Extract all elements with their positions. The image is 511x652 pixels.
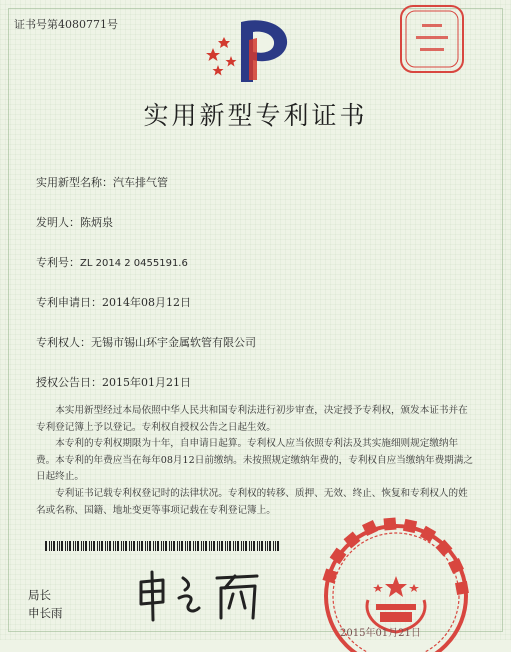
field-value: 无锡市锡山环宇金属软管有限公司	[91, 336, 256, 349]
director-title: 局长	[28, 588, 51, 602]
certificate-title: 实用新型专利证书	[143, 101, 368, 130]
field-label: 授权公告日：	[36, 376, 102, 389]
field-label: 专利权人：	[36, 336, 91, 349]
term-and-fees-paragraph: 本专利的专利权期限为十年，自申请日起算。专利权人应当依照专利法及其实施细则规定缴纳年费。本专利的年费应当在每年08月12日前缴纳。未按照规定缴纳年费的，专利权自应当缴纳年费期满之日起终止。	[36, 438, 473, 482]
field-label: 发明人：	[36, 216, 80, 229]
field-value: 陈炳泉	[80, 216, 113, 229]
agency-corner-stamp	[398, 4, 466, 74]
seal-date: 2015年01月21日	[340, 628, 421, 639]
certificate-number: 证书号第4080771号	[14, 18, 118, 31]
field-label: 实用新型名称：	[36, 176, 113, 189]
legal-status-paragraph: 专利证书记载专利权登记时的法律状况。专利权的转移、质押、无效、终止、恢复和专利权人的姓名或名称、国籍、地址变更等事项记载在专利登记簿上。	[36, 488, 468, 516]
field-value: 汽车排气管	[113, 176, 168, 189]
field-value: 2014年08月12日	[102, 296, 191, 309]
barcode	[45, 541, 280, 551]
patent-office-logo	[205, 10, 297, 86]
field-application-date	[36, 294, 191, 310]
field-label: 专利号：	[36, 256, 80, 269]
director-signature	[133, 568, 265, 628]
grant-statement-paragraph: 本实用新型经过本局依照中华人民共和国专利法进行初步审查，决定授予专利权，颁发本证书并在专利登记簿上予以登记。专利权自授权公告之日起生效。	[36, 405, 468, 433]
field-patent-number	[36, 254, 188, 270]
field-grant-date	[36, 374, 191, 390]
field-utility-model-name	[36, 174, 168, 190]
field-value: 2015年01月21日	[102, 376, 191, 389]
field-label: 专利申请日：	[36, 296, 102, 309]
field-inventor	[36, 214, 113, 230]
field-value: ZL 2014 2 0455191.6	[80, 258, 188, 269]
director-name: 申长雨	[28, 606, 63, 620]
field-patentee	[36, 334, 256, 350]
